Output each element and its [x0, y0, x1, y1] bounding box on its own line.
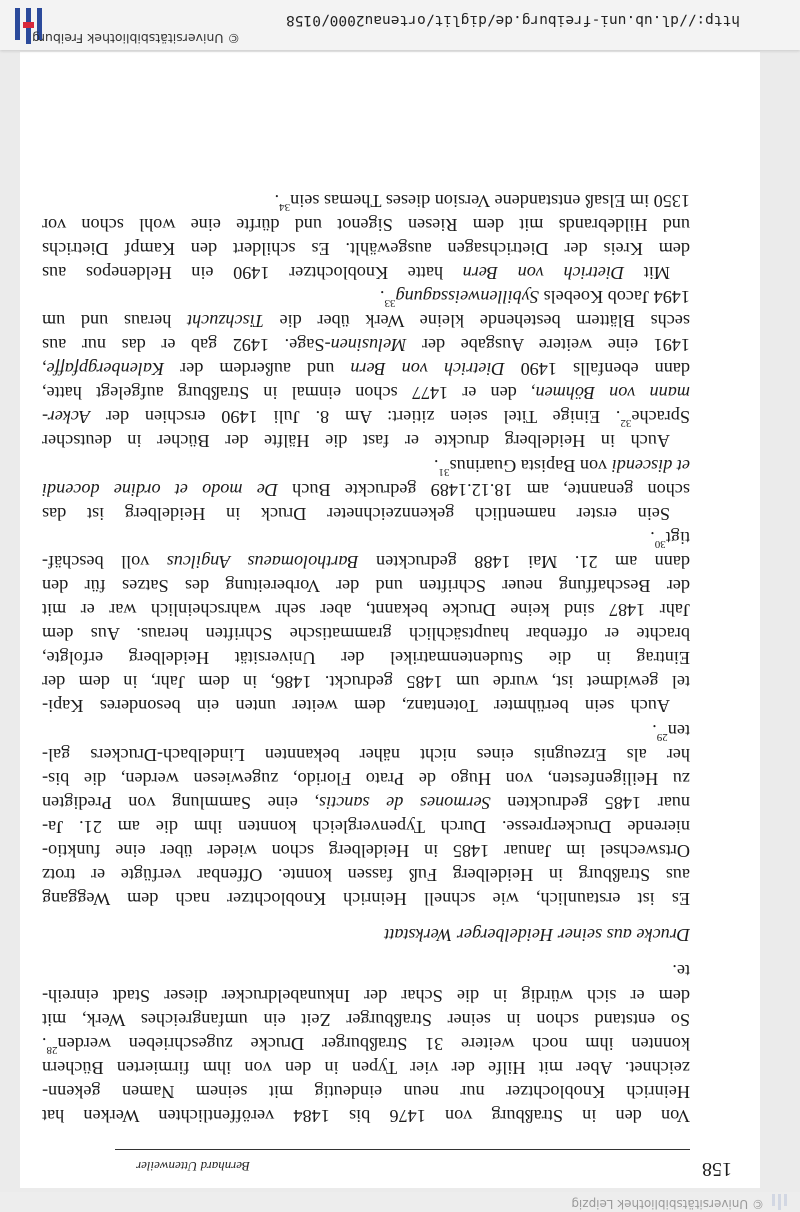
paragraph-5: [42, 285, 690, 454]
text-line: nuar 1485 gedruckten Sermones de sanctis, eine Sammlung von Predigten: [42, 792, 690, 813]
footnote-ref[interactable]: 32: [620, 417, 632, 430]
text-line: Ortswechsel im Januar 1485 in Heidelberg schon wieder über eine funktio-: [42, 841, 690, 862]
text-line: brachte er offenbar hauptsächlich grammatische Schriften heraus. Aus dem: [42, 624, 690, 645]
text-line: Auch in Heidelberg druckte er fast die Hälfte der Bücher in deutscher: [42, 431, 670, 452]
text-line: Sein erster namentlich gekennzeichneter Druck in Heidelberg ist das: [42, 503, 670, 524]
running-header: Bernhard Uttenweiler: [136, 1159, 250, 1174]
text-line: zu Heiligenfesten, von Hugo de Prato Florido, zugewiesen werden, die bis-: [42, 768, 690, 789]
header-rule: [115, 1149, 690, 1150]
page-url[interactable]: http://dl.ub.uni-freiburg.de/diglit/ortenau2000/0158: [286, 12, 740, 28]
paragraph-2: [42, 719, 690, 912]
footnote-ref[interactable]: 31: [438, 465, 450, 478]
section-heading: Drucke aus seiner Heidelberger Werkstatt: [384, 925, 690, 946]
page-number: 158: [702, 1158, 732, 1180]
paragraph-1: [42, 959, 690, 1128]
text-line: dann am 21. Mai 1488 gedruckten Bartholomaeus Angilcus voll beschäf-: [42, 551, 690, 572]
text-line: schon genannte, am 18.12.1489 gedruckte Buch De modo et ordine docendi: [42, 479, 690, 500]
text-line: dann ebenfalls 1490 Dietrich von Bern und außerdem der Kalenbergpfaffe,: [42, 359, 690, 380]
footnote-ref[interactable]: 33: [384, 296, 396, 309]
text-line: Jahr 1487 sind keine Drucke bekannt, aber sehr wahrscheinlich war er mit: [42, 600, 690, 621]
text-line: te.: [672, 961, 690, 982]
text-line: Auch sein berühmter Totentanz, dem weiter unten ein besonderes Kapi-: [42, 696, 670, 717]
text-line: 1350 im Elsaß entstandene Version dieses Themas sein$^{34}$.: [274, 190, 690, 213]
text-line: dem Kreis der Dietrichsagen ausgewählt. Es schildert den Kampf Dietrichs: [42, 238, 690, 259]
document-page: [20, 52, 760, 1188]
footnote-ref[interactable]: 28: [46, 1043, 58, 1056]
footnote-ref[interactable]: 34: [279, 200, 291, 213]
paragraph-6: [42, 188, 690, 284]
footnote-ref[interactable]: 30: [654, 537, 666, 550]
text-line: sechs Blättern bestehende kleine Werk über die Tischzucht heraus und um: [42, 311, 690, 331]
text-line: tigt$^{30}$.: [650, 527, 690, 550]
text-line: zeichnet. Aber mit Hilfe der vier Typen in den von ihm firmierten Büchern: [42, 1057, 690, 1078]
footer-strip: [0, 1192, 800, 1212]
text-line: nierende Druckerpresse. Durch Typenvergleich konnten ihm die am 21. Ja-: [42, 816, 690, 837]
footer-copyright: © Universitätsbibliothek Leipzig: [571, 1197, 764, 1211]
text-line: mann von Böhmen, den er 1477 schon einmal in Straßburg aufgelegt hatte,: [42, 383, 690, 404]
footnote-ref[interactable]: 29: [656, 730, 668, 743]
library-logo-icon: [770, 1192, 790, 1210]
text-line: Eintrag in die Studentenmatrikel der Universität Heidelberg erfolgte,: [42, 648, 690, 669]
text-line: tel gewidmet ist, wurde um 1485 gedruckt. 1486, in dem Jahr, in dem der: [42, 672, 690, 693]
text-line: dem er sich würdig in die Schar der Inkunabeldrucker dieser Stadt einreih-: [42, 985, 690, 1006]
text-line: ten$^{29}$.: [652, 720, 690, 743]
paragraph-4: [42, 453, 690, 525]
viewer-copyright: © Universitätsbibliothek Freiburg: [32, 31, 240, 46]
text-line: und Hildebrands mit dem Riesen Sigenot und dürfte eine wohl schon vor: [42, 214, 690, 235]
text-line: aus Straßburg in Heidelberg Fuß fassen konnte. Offenbar verfügte er trotz: [42, 865, 690, 886]
text-line: Sprache$^{32}$. Einige Titel seien zitiert: Am 8. Juli 1490 erschien der Acker-: [42, 407, 690, 430]
text-line: Es ist erstaunlich, wie schnell Heinrich Knoblochtzer nach dem Weggang: [42, 889, 690, 910]
text-line: her als Erzeugnis eines nicht näher bekannten Lindelbach-Druckers gal-: [42, 744, 690, 765]
text-line: et discendi von Bapista Guarinus$^{31}$.: [434, 455, 690, 478]
text-line: konnten ihm noch weitere 31 Straßburger Drucke zugeschrieben werden$^{28}$.: [42, 1033, 690, 1056]
paragraph-3: [42, 526, 690, 719]
text-line: 1494 Jacob Koebels Sybillenweissagung$^{33}$.: [379, 286, 690, 309]
running-header-block: [20, 1148, 760, 1188]
body-text: [42, 188, 690, 1128]
text-line: Heinrich Knoblochtzer nur neun eindeutig mit seinem Namen gekenn-: [42, 1081, 690, 1102]
viewer-toolbar: [0, 0, 800, 50]
text-line: der Beschaffung neuer Schriften und der Vorbereitung des Satzes für den: [42, 576, 690, 597]
text-line: So entstand schon in seiner Straßburger Zeit ein umfangreiches Werk, mit: [42, 1009, 690, 1030]
text-line: 1491 eine weitere Ausgabe der Melusinen-Sage. 1492 gab er das nur aus: [42, 335, 690, 356]
text-line: Mit Dietrich von Bern hatte Knoblochtzer 1490 ein Heldenepos aus: [42, 262, 670, 283]
text-line: Von den in Straßburg von 1476 bis 1484 veröffentlichten Werken hat: [42, 1106, 690, 1126]
